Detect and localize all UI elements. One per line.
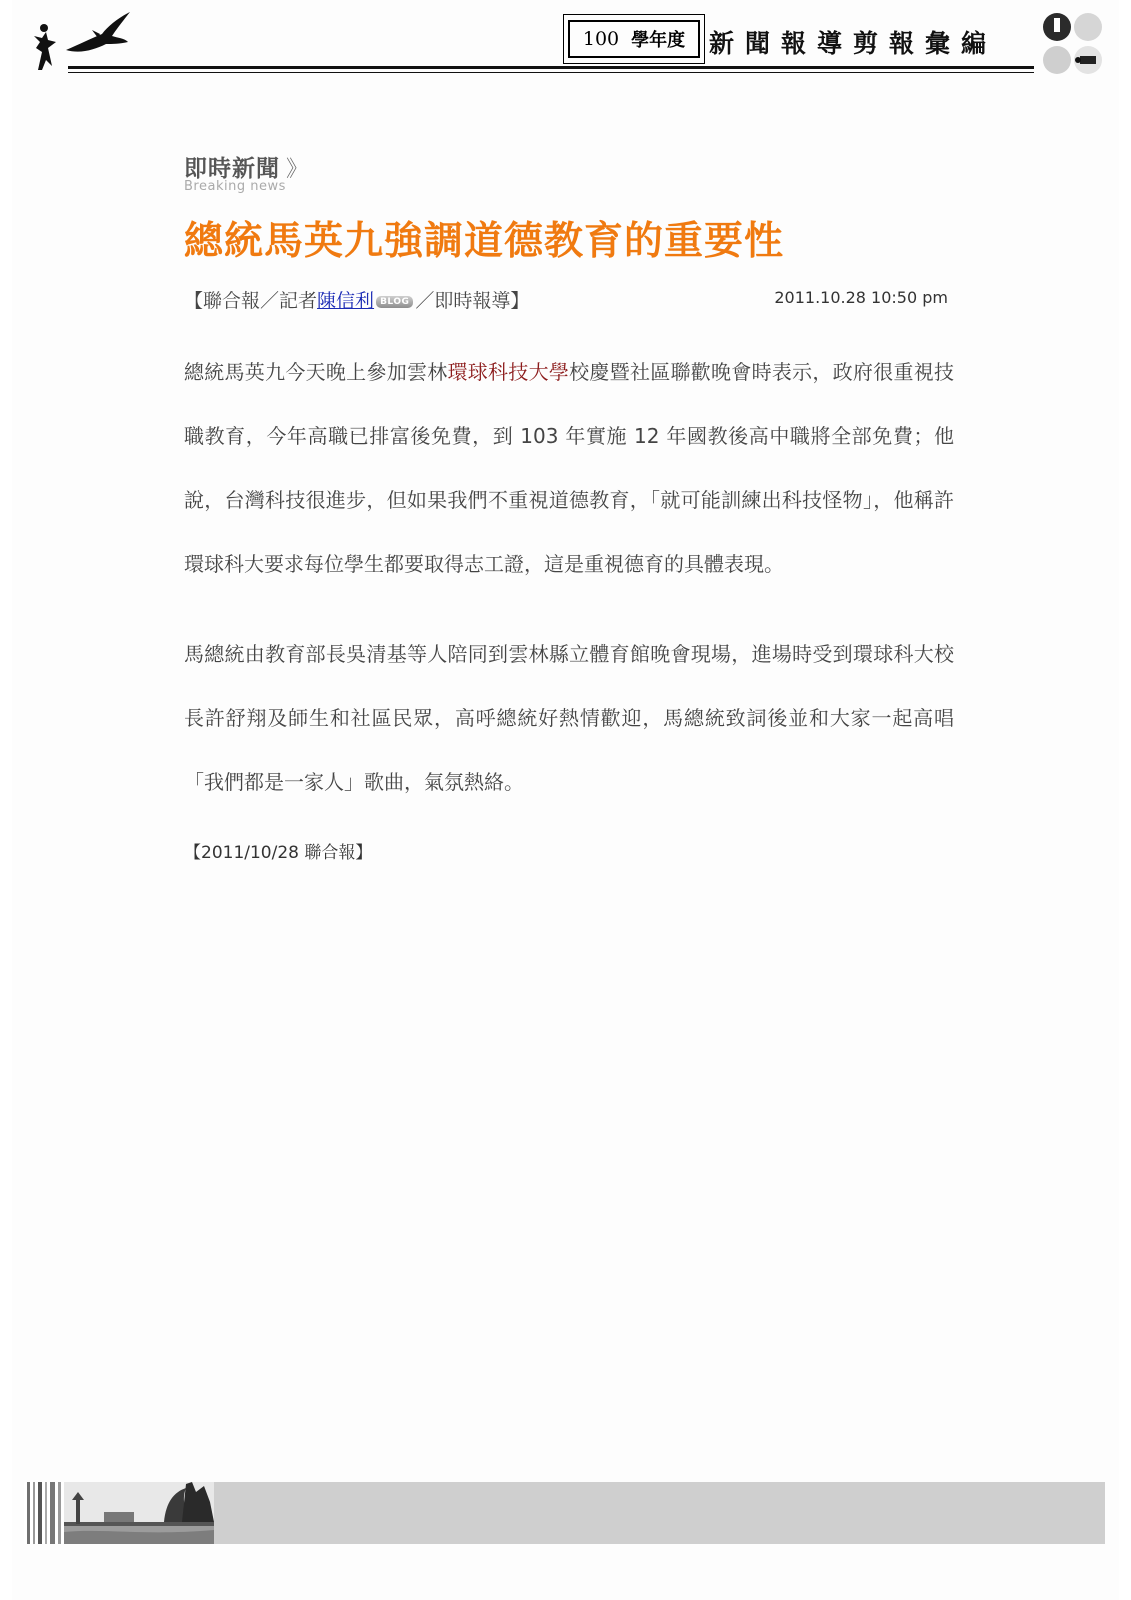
byline-open-bracket: 【 <box>184 290 204 312</box>
school-year-box <box>563 14 705 64</box>
page <box>12 0 1119 1600</box>
header-rule-thick <box>68 66 1034 69</box>
timestamp: 2011.10.28 10:50 pm <box>774 288 948 307</box>
byline <box>184 286 954 314</box>
school-year-number: 100 <box>582 28 620 50</box>
byline-separator-reporter: ／記者 <box>260 290 318 312</box>
school-year-label: 學年度 <box>631 30 686 51</box>
byline-separator-report: ／即時報導 <box>415 290 511 312</box>
byline-source: 聯合報 <box>203 290 261 312</box>
campus-photo <box>64 1482 214 1544</box>
school-name-highlight: 環球科技大學 <box>447 360 570 384</box>
paragraph-2: 馬總統由教育部長吳清基等人陪同到雲林縣立體育館晚會現場，進場時受到環球科大校長許舒翔及師生和社區民眾，高呼總統好熱情歡迎，馬總統致詞後並和大家一起高唱「我們都是一家人」歌曲，氣氛熱絡。 <box>184 642 954 794</box>
section-chevron: 》 <box>286 157 309 182</box>
paragraph-1-before: 總統馬英九今天晚上參加雲林 <box>184 360 448 384</box>
byline-close-bracket: 】 <box>510 290 530 312</box>
section-label-en: Breaking news <box>184 179 286 194</box>
footer-band <box>24 1482 1105 1544</box>
series-title: 新聞報導剪報彙編 <box>709 29 998 58</box>
section-label-zh: 即時新聞 <box>184 156 280 182</box>
paragraph-1 <box>184 340 954 596</box>
paragraph-1-after: 校慶暨社區聯歡晚會時表示，政府很重視技職教育，今年高職已排富後免費，到 103 年實施 12 年國教後高中職將全部免費；他說，台灣科技很進步，但如果我們不重視道德教育，「就可能訓練出科技怪物」，他稱許環球科大要求每位學生都要取得志工證，這是重視德育的具體表現。 <box>184 360 955 576</box>
footer-stripes <box>24 1482 64 1544</box>
reporter-link[interactable]: 陳信利 <box>317 290 375 312</box>
headline: 總統馬英九強調道德教育的重要性 <box>184 219 785 264</box>
source-line: 【2011/10/28 聯合報】 <box>184 843 373 863</box>
circles-ornament-icon <box>1042 12 1104 78</box>
header-rule-thin <box>68 72 1034 73</box>
blog-badge-icon[interactable]: BLOG <box>376 296 413 308</box>
article <box>184 150 954 863</box>
